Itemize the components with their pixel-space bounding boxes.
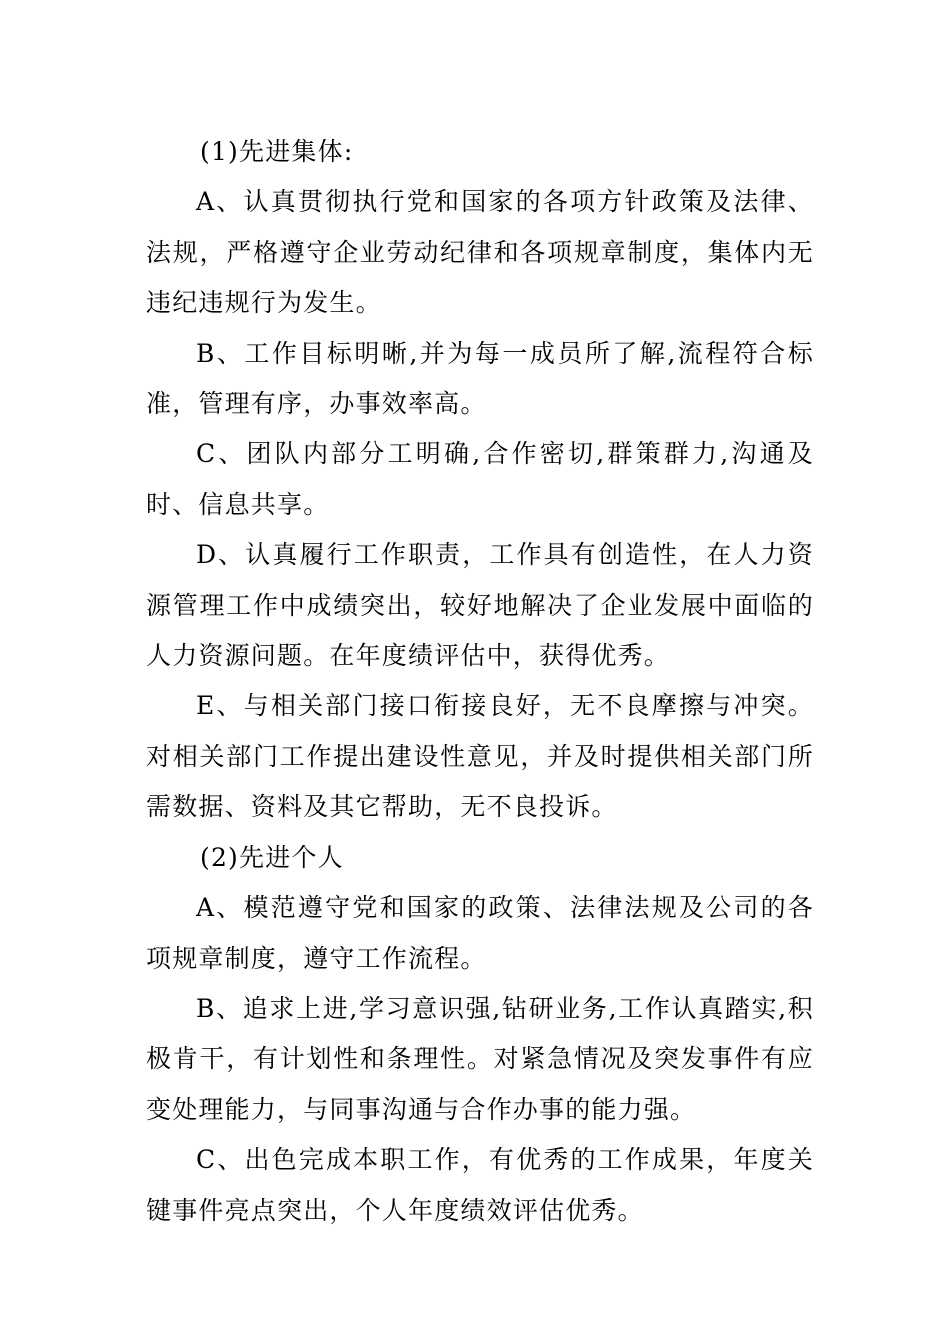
section-heading-individual: (2)先进个人: [200, 842, 344, 872]
collective-criterion-c: C、团队内部分工明确,合作密切,群策群力,沟通及时、信息共享。: [146, 439, 814, 519]
collective-criterion-d: D、认真履行工作职责，工作具有创造性，在人力资源管理工作中成绩突出，较好地解决了企业发展中面临的人力资源问题。在年度绩评估中，获得优秀。: [146, 540, 814, 671]
collective-criterion-a: A、认真贯彻执行党和国家的各项方针政策及法律、法规，严格遵守企业劳动纪律和各项规章制度，集体内无违纪违规行为发生。: [146, 187, 814, 318]
document-body: [146, 127, 814, 1236]
section-heading-collective: (1)先进集体:: [200, 137, 354, 166]
collective-criterion-b: B、工作目标明晰,并为每一成员所了解,流程符合标准，管理有序，办事效率高。: [146, 338, 814, 419]
individual-criterion-c: C、出色完成本职工作，有优秀的工作成果，年度关键事件亮点突出，个人年度绩效评估优秀。: [146, 1145, 814, 1225]
individual-criterion-b: B、追求上进,学习意识强,钻研业务,工作认真踏实,积极肯干，有计划性和条理性。对紧急情况及突发事件有应变处理能力，与同事沟通与合作办事的能力强。: [146, 993, 814, 1124]
individual-criterion-a: A、模范遵守党和国家的政策、法律法规及公司的各项规章制度，遵守工作流程。: [146, 893, 814, 973]
collective-criterion-e: E、与相关部门接口衔接良好，无不良摩擦与冲突。对相关部门工作提出建设性意见，并及时提供相关部门所需数据、资料及其它帮助，无不良投诉。: [146, 691, 814, 822]
